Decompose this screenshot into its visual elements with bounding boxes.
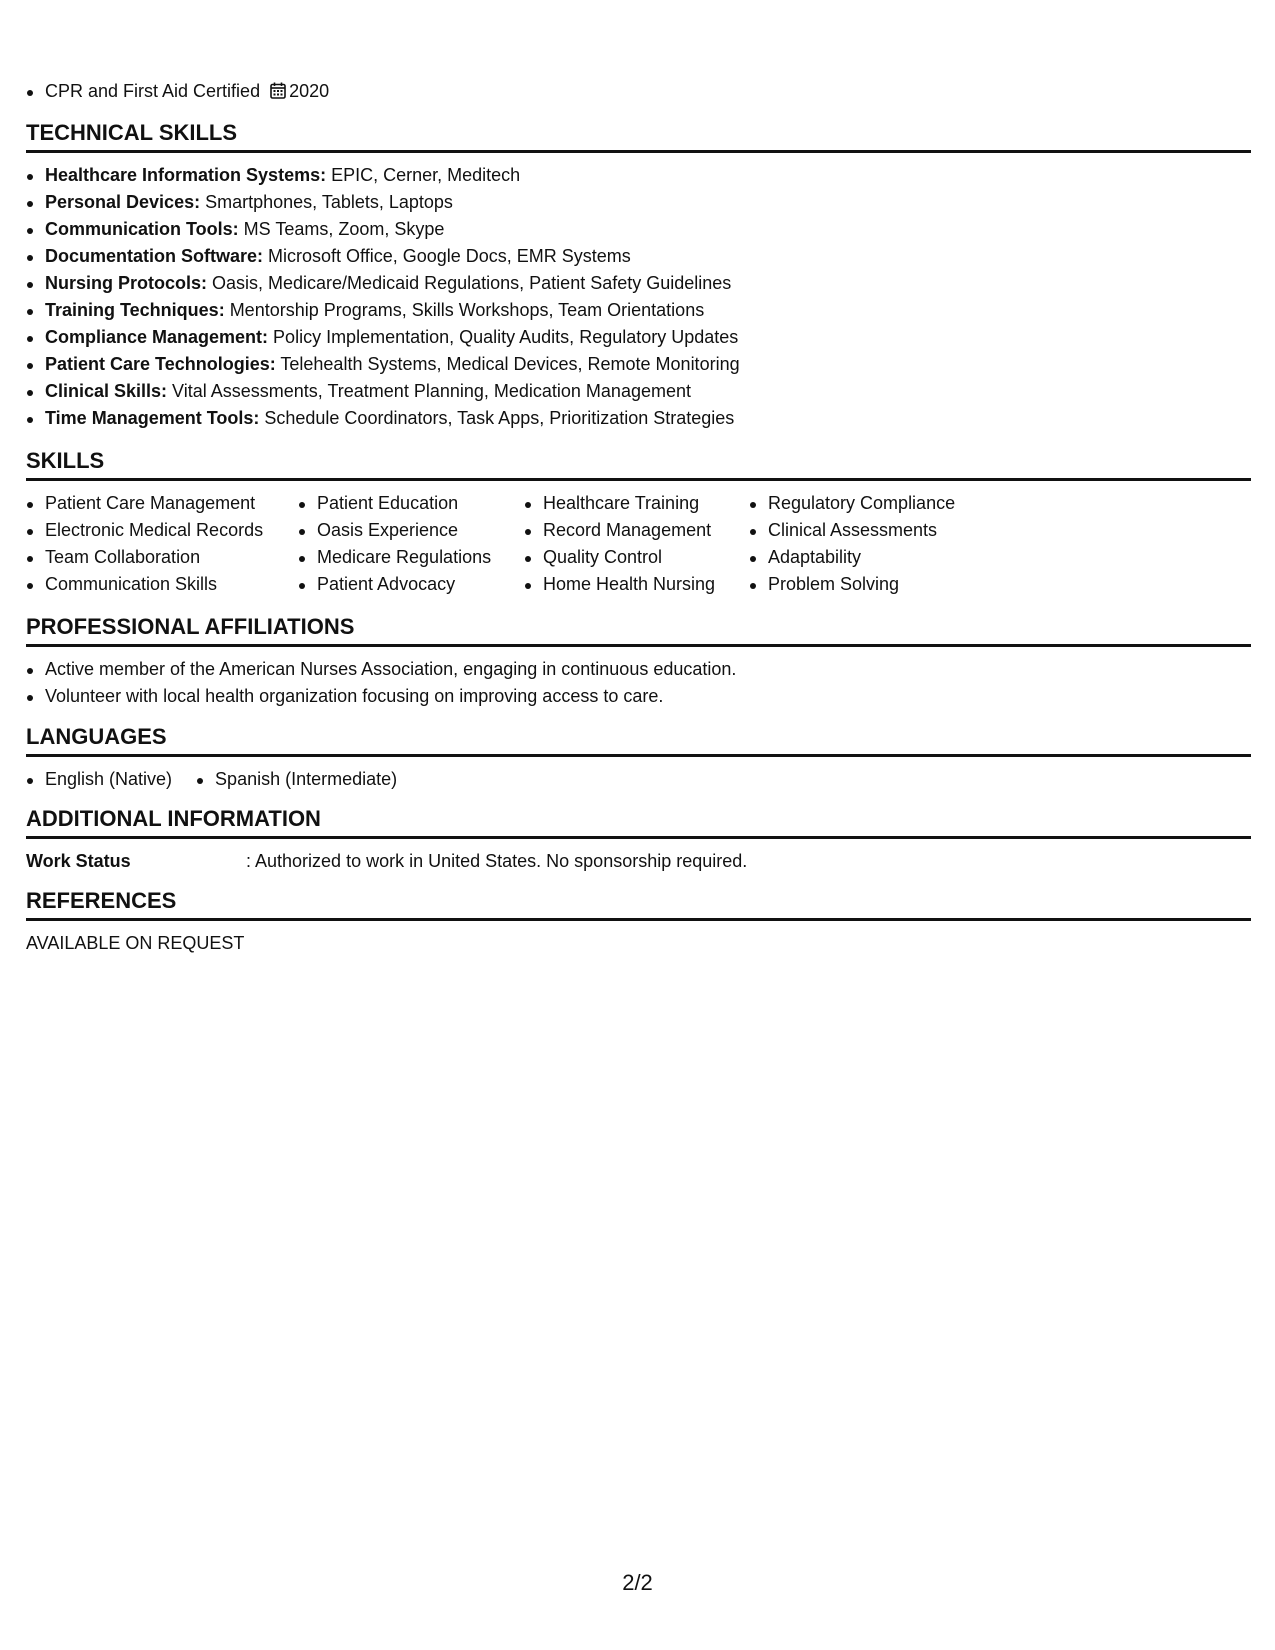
technical-skill-label: Training Techniques:	[45, 300, 225, 320]
skill-item: Communication Skills	[26, 571, 298, 598]
technical-skill-label: Personal Devices:	[45, 192, 201, 212]
technical-skill-value: EPIC, Cerner, Meditech	[326, 165, 521, 185]
technical-skill-label: Compliance Management:	[45, 327, 269, 347]
calendar-icon	[270, 80, 286, 107]
skills-grid	[26, 490, 1009, 598]
references-text: AVAILABLE ON REQUEST	[26, 933, 245, 953]
certification-item	[26, 78, 329, 107]
skill-item: Healthcare Training	[524, 490, 749, 517]
work-status-row	[26, 848, 747, 875]
language-item: English (Native)	[26, 766, 172, 793]
technical-skill-value: Microsoft Office, Google Docs, EMR Systems	[263, 246, 631, 266]
additional-info-heading: ADDITIONAL INFORMATION	[26, 806, 1251, 839]
skill-item: Medicare Regulations	[298, 544, 524, 571]
technical-skill-value: Policy Implementation, Quality Audits, Regulatory Updates	[268, 327, 739, 347]
technical-skill-label: Communication Tools:	[45, 219, 239, 239]
affiliation-item: Active member of the American Nurses Association, engaging in continuous education.	[26, 656, 736, 683]
technical-skill-item	[26, 405, 740, 432]
affiliations-list	[26, 656, 736, 710]
technical-skill-label: Documentation Software:	[45, 246, 264, 266]
technical-skill-item	[26, 270, 740, 297]
affiliation-item: Volunteer with local health organization focusing on improving access to care.	[26, 683, 736, 710]
skill-item: Patient Care Management	[26, 490, 298, 517]
work-status-value: : Authorized to work in United States. No sponsorship required.	[246, 851, 748, 871]
technical-skill-value: MS Teams, Zoom, Skype	[238, 219, 445, 239]
technical-skills-list	[26, 162, 740, 432]
technical-skill-value: Smartphones, Tablets, Laptops	[200, 192, 453, 212]
technical-skill-value: Telehealth Systems, Medical Devices, Remote Monitoring	[275, 354, 740, 374]
certification-date	[270, 78, 329, 107]
skills-heading: SKILLS	[26, 448, 1251, 481]
technical-skill-label: Time Management Tools:	[45, 408, 260, 428]
skill-item: Oasis Experience	[298, 517, 524, 544]
technical-skill-item	[26, 351, 740, 378]
page-number: 2/2	[622, 1570, 653, 1595]
technical-skill-value: Schedule Coordinators, Task Apps, Prioritization Strategies	[259, 408, 735, 428]
technical-skill-value: Oasis, Medicare/Medicaid Regulations, Patient Safety Guidelines	[207, 273, 732, 293]
technical-skill-item	[26, 297, 740, 324]
technical-skill-value: Vital Assessments, Treatment Planning, Medication Management	[167, 381, 691, 401]
technical-skill-item	[26, 378, 740, 405]
technical-skill-value: Mentorship Programs, Skills Workshops, Team Orientations	[224, 300, 705, 320]
technical-skill-label: Clinical Skills:	[45, 381, 168, 401]
technical-skill-label: Healthcare Information Systems:	[45, 165, 327, 185]
skills-column	[749, 490, 1009, 598]
references-heading: REFERENCES	[26, 888, 1251, 921]
skill-item: Team Collaboration	[26, 544, 298, 571]
languages-list	[26, 766, 421, 793]
language-item: Spanish (Intermediate)	[196, 766, 397, 793]
technical-skill-item	[26, 189, 740, 216]
skill-item: Clinical Assessments	[749, 517, 1009, 544]
skill-item: Patient Advocacy	[298, 571, 524, 598]
skill-item: Problem Solving	[749, 571, 1009, 598]
skill-item: Patient Education	[298, 490, 524, 517]
skill-item: Quality Control	[524, 544, 749, 571]
certification-name: CPR and First Aid Certified	[45, 81, 261, 101]
skill-item: Record Management	[524, 517, 749, 544]
skills-column	[26, 490, 298, 598]
skill-item: Home Health Nursing	[524, 571, 749, 598]
technical-skill-item	[26, 216, 740, 243]
technical-skills-heading: TECHNICAL SKILLS	[26, 120, 1251, 153]
affiliations-heading: PROFESSIONAL AFFILIATIONS	[26, 614, 1251, 647]
technical-skill-label: Patient Care Technologies:	[45, 354, 276, 374]
skill-item: Regulatory Compliance	[749, 490, 1009, 517]
technical-skill-item	[26, 162, 740, 189]
skills-column	[524, 490, 749, 598]
technical-skill-item	[26, 324, 740, 351]
languages-heading: LANGUAGES	[26, 724, 1251, 757]
skill-item: Electronic Medical Records	[26, 517, 298, 544]
certification-year: 2020	[289, 81, 330, 101]
skill-item: Adaptability	[749, 544, 1009, 571]
technical-skill-item	[26, 243, 740, 270]
certification-list	[26, 78, 329, 107]
work-status-label: Work Status	[26, 851, 131, 871]
technical-skill-label: Nursing Protocols:	[45, 273, 208, 293]
skills-column	[298, 490, 524, 598]
